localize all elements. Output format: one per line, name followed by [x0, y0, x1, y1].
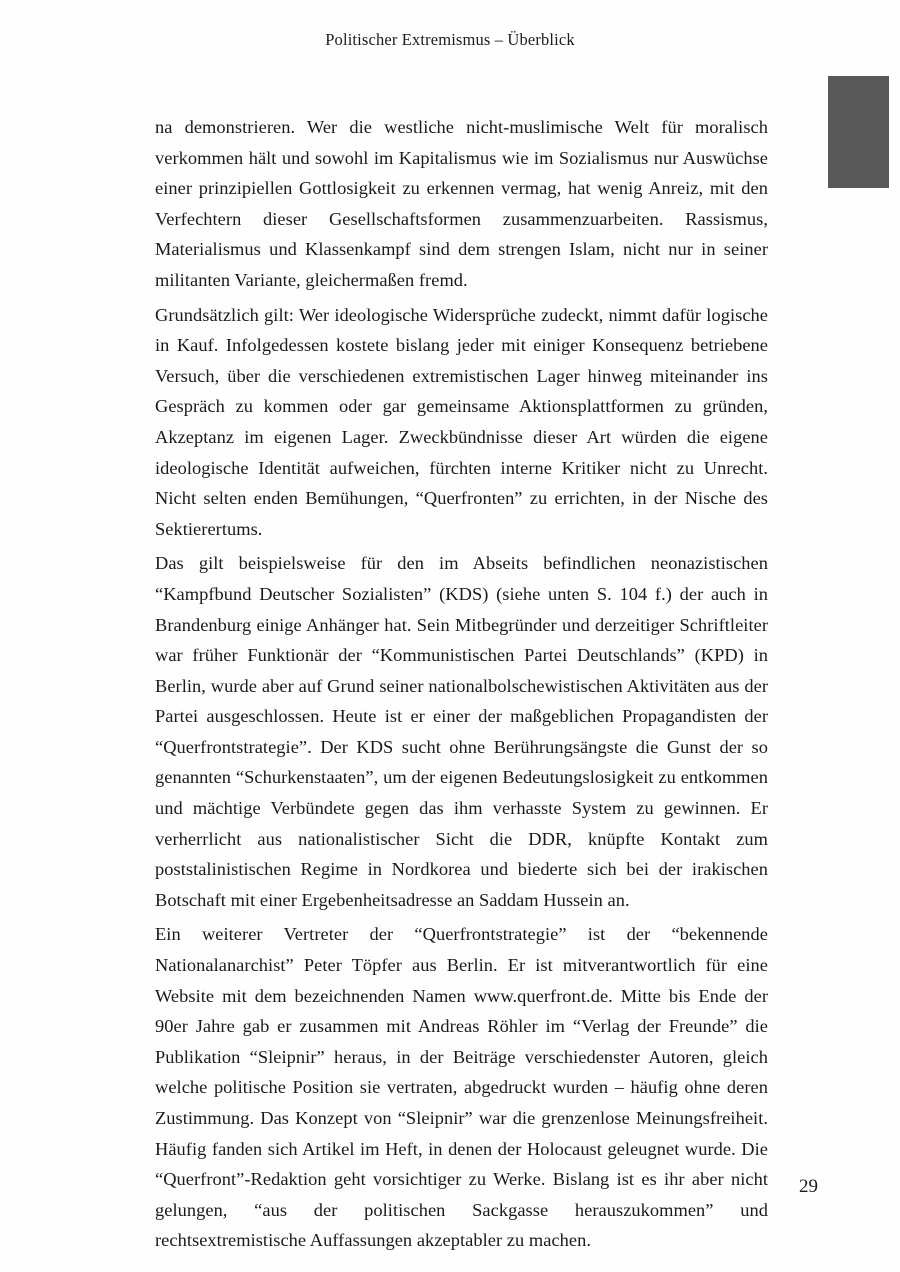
paragraph: Grundsätzlich gilt: Wer ideologische Widersprüche zudeckt, nimmt dafür logische in Kauf. Infolgedessen kostete bislang jeder mit einiger Konsequenz betriebene Versuch, über die verschiedenen extremistischen Lager hinweg miteinander ins Gespräch zu kommen oder gar gemeinsame Aktionsplattformen zu gründen, Akzeptanz im eigenen Lager. Zweckbündnisse dieser Art würden die eigene ideologische Identität aufweichen, fürchten interne Kritiker nicht zu Unrecht. Nicht selten enden Bemühungen, “Querfronten” zu errichten, in der Nische des Sektierertums.: [155, 304, 768, 539]
paragraph: Das gilt beispielsweise für den im Abseits befindlichen neonazistischen “Kampfbund Deutscher Sozialisten” (KDS) (siehe unten S. 104 f.) der auch in Brandenburg einige Anhänger hat. Sein Mitbegründer und derzeitiger Schriftleiter war früher Funktionär der “Kommunistischen Partei Deutschlands” (KPD) in Berlin, wurde aber auf Grund seiner nationalbolschewistischen Aktivitäten aus der Partei ausgeschlossen. Heute ist er einer der maßgeblichen Propagandisten der “Querfrontstrategie”. Der KDS sucht ohne Berührungsängste die Gunst der so genannten “Schurkenstaaten”, um der eigenen Bedeutungslosigkeit zu entkommen und mächtige Verbündete gegen das ihm verhasste System zu gewinnen. Er verherrlicht aus nationalistischer Sicht die DDR, knüpfte Kontakt zum poststalinistischen Regime in Nordkorea und biederte sich bei der irakischen Botschaft mit einer Ergebenheitsadresse an Saddam Hussein an.: [155, 553, 768, 910]
paragraph: na demonstrieren. Wer die westliche nicht-muslimische Welt für moralisch verkommen hält und sowohl im Kapitalismus wie im Sozialismus nur Auswüchse einer prinzipiellen Gottlosigkeit zu erkennen vermag, hat wenig Anreiz, mit den Verfechtern dieser Gesellschaftsformen zusammenzuarbeiten. Rassismus, Materialismus und Klassenkampf sind dem strengen Islam, nicht nur in seiner militanten Variante, gleichermaßen fremd.: [155, 117, 768, 290]
page-edge-marker: [828, 76, 889, 188]
running-head: Politischer Extremismus – Überblick: [325, 30, 575, 49]
paragraph: Ein weiterer Vertreter der “Querfrontstrategie” ist der “bekennende Nationalanarchist” Peter Töpfer aus Berlin. Er ist mitverantwortlich für eine Website mit dem bezeichnenden Namen www.querfront.de. Mitte bis Ende der 90er Jahre gab er zusammen mit Andreas Röhler im “Verlag der Freunde” die Publikation “Sleipnir” heraus, in der Beiträge verschiedenster Autoren, gleich welche politische Position sie vertraten, abgedruckt wurden – häufig ohne deren Zustimmung. Das Konzept von “Sleipnir” war die grenzenlose Meinungsfreiheit. Häufig fanden sich Artikel im Heft, in denen der Holocaust geleugnet wurde. Die “Querfront”-Redaktion geht vorsichtiger zu Werke. Bislang ist es ihr aber nicht gelungen, “aus der politischen Sackgasse herauszukommen” und rechtsextremistische Auffassungen akzeptabler zu machen.: [155, 924, 768, 1251]
page-number: 29: [799, 1176, 818, 1197]
body-text: [155, 112, 768, 1256]
